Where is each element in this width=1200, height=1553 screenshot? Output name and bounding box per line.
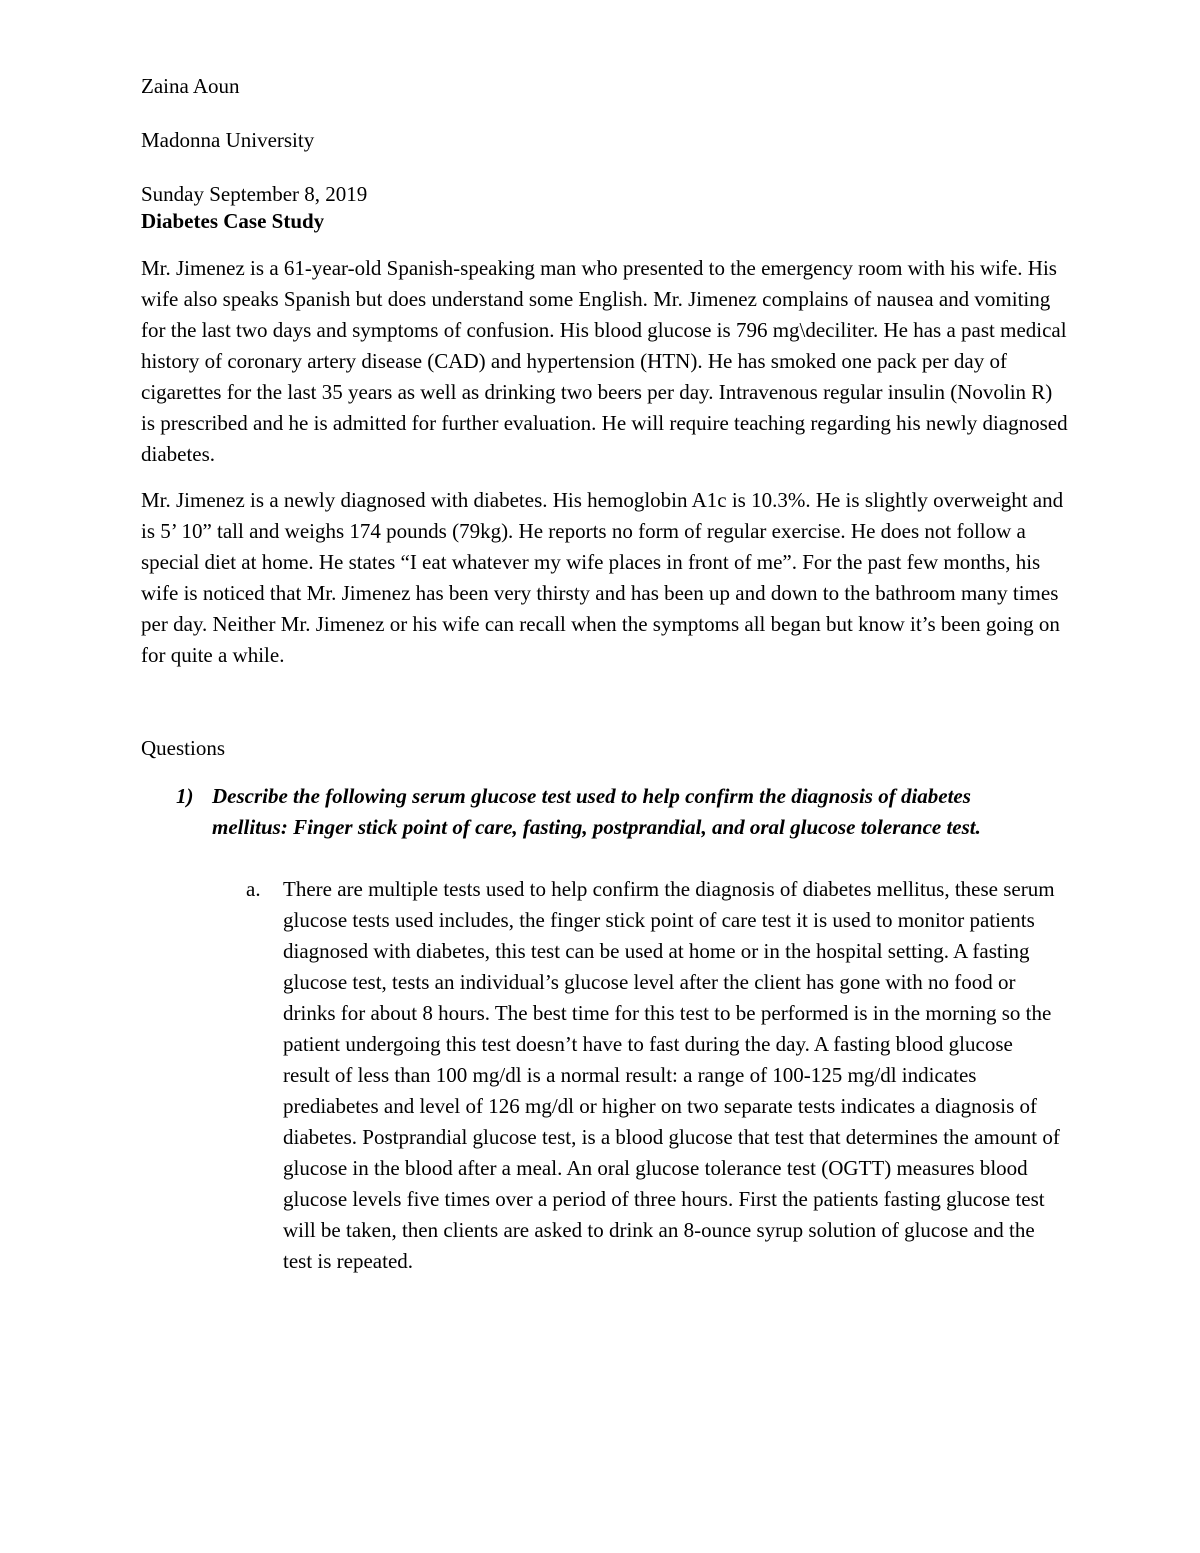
document-title: Diabetes Case Study (141, 209, 325, 233)
question-text: Describe the following serum glucose test used to help confirm the diagnosis of diabetes mellitus: Finger stick point of care, fasting, postprandial, and oral glucose tolerance test. (212, 784, 981, 839)
document-date: Sunday September 8, 2019 (141, 182, 368, 206)
answer-letter: a. (246, 877, 261, 901)
answer-text: There are multiple tests used to help confirm the diagnosis of diabetes mellitus, these serum glucose tests used includes, the finger stick point of care test it is used to monitor patients diagnosed with diabetes, this test can be used at home or in the hospital setting. A fasting glucose test, tests an individual’s glucose level after the client has gone with no food or drinks for about 8 hours. The best time for this test to be performed is in the morning so the patient undergoing this test doesn’t have to fast during the day. A fasting blood glucose result of less than 100 mg/dl is a normal result: a range of 100-125 mg/dl indicates prediabetes and level of 126 mg/dl or higher on two separate tests indicates a diagnosis of diabetes. Postprandial glucose test, is a blood glucose that test that determines the amount of glucose in the blood after a meal. An oral glucose tolerance test (OGTT) measures blood glucose levels five times over a period of three hours. First the patients fasting glucose test will be taken, then clients are asked to drink an 8-ounce syrup solution of glucose and the test is repeated. (283, 877, 1060, 1273)
questions-heading: Questions (141, 736, 225, 760)
case-paragraph-1: Mr. Jimenez is a 61-year-old Spanish-speaking man who presented to the emergency room with his wife. His wife also speaks Spanish but does understand some English. Mr. Jimenez complains of nausea and vomiting for the last two days and symptoms of confusion. His blood glucose is 796 mg\deciliter. He has a past medical history of coronary artery disease (CAD) and hypertension (HTN). He has smoked one pack per day of cigarettes for the last 35 years as well as drinking two beers per day. Intravenous regular insulin (Novolin R) is prescribed and he is admitted for further evaluation. He will require teaching regarding his newly diagnosed diabetes. (141, 256, 1068, 466)
question-number: 1) (176, 784, 194, 808)
author-name: Zaina Aoun (141, 74, 240, 98)
case-paragraph-2: Mr. Jimenez is a newly diagnosed with diabetes. His hemoglobin A1c is 10.3%. He is slightly overweight and is 5’ 10” tall and weighs 174 pounds (79kg). He reports no form of regular exercise. He does not follow a special diet at home. He states “I eat whatever my wife places in front of me”. For the past few months, his wife is noticed that Mr. Jimenez has been very thirsty and has been up and down to the bathroom many times per day. Neither Mr. Jimenez or his wife can recall when the symptoms all began but know it’s been going on for quite a while. (141, 488, 1064, 667)
institution-name: Madonna University (141, 128, 315, 152)
